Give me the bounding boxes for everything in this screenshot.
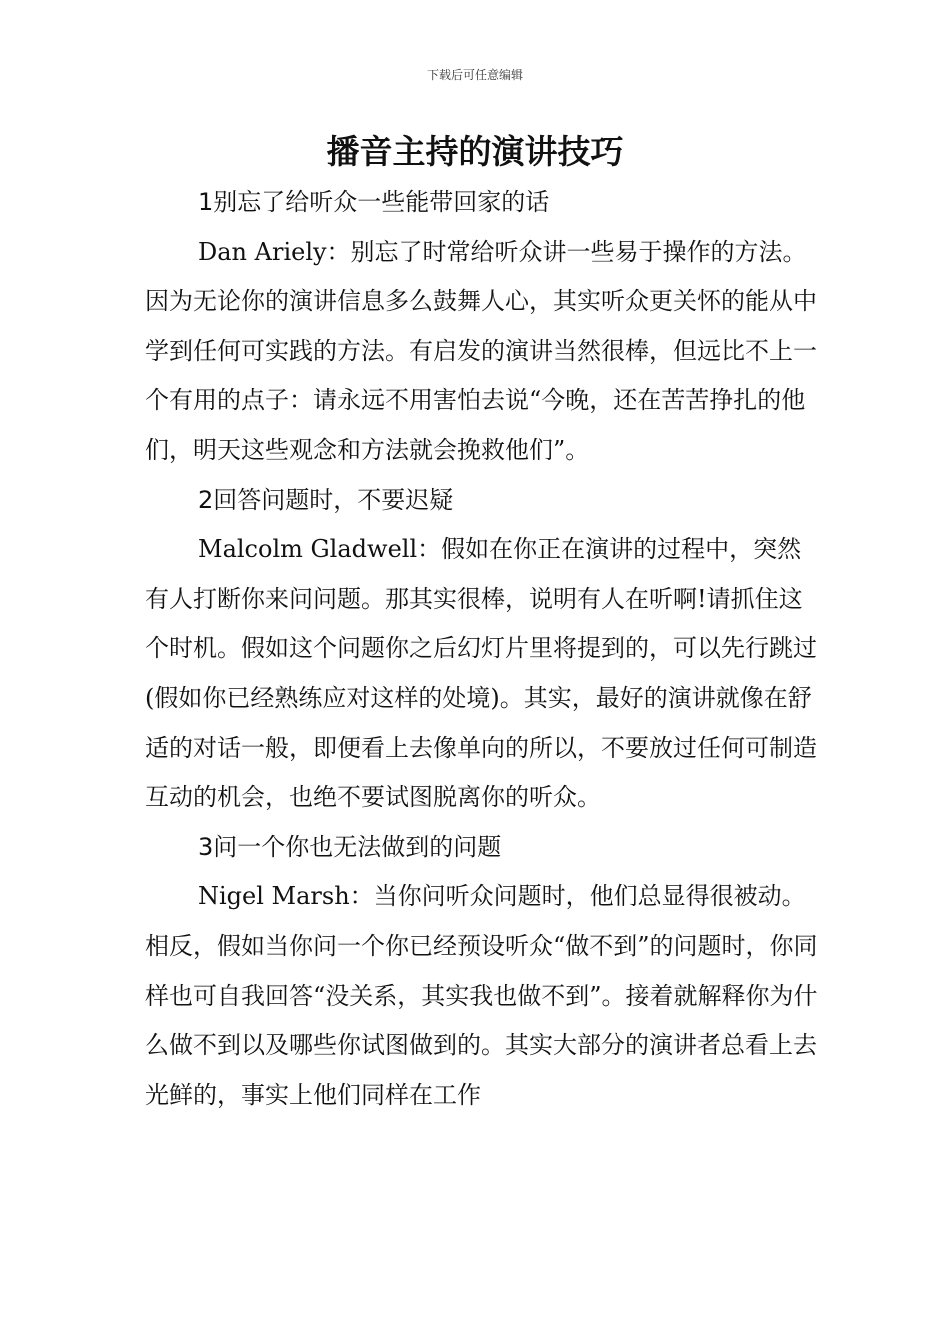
section-3-paragraph: Nigel Marsh：当你问听众问题时，他们总显得很被动。相反，假如当你问一个你已经预设听众“做不到”的问题时，你同样也可自我回答“没关系，其实我也做不到”。接着就解释你为什么做不到以及哪些你试图做到的。其实大部分的演讲者总看上去光鲜的，事实上他们同样在工作 <box>145 882 818 1109</box>
page-header-note: 下载后可任意编辑 <box>426 68 523 82</box>
section-2-paragraph: Malcolm Gladwell：假如在你正在演讲的过程中，突然有人打断你来问问题。那其实很棒，说明有人在听啊!请抓住这个时机。假如这个问题你之后幻灯片里将提到的，可以先行跳过(假如你已经熟练应对这样的处境)。其实，最好的演讲就像在舒适的对话一般，即便看上去像单向的所以，不要放过任何可制造互动的机会，也绝不要试图脱离你的听众。 <box>145 535 817 812</box>
section-1-heading: 1别忘了给听众一些能带回家的话 <box>198 188 550 216</box>
section-3-heading: 3问一个你也无法做到的问题 <box>198 832 502 861</box>
document-body <box>145 178 825 1120</box>
section-1-paragraph: Dan Ariely：别忘了时常给听众讲一些易于操作的方法。因为无论你的演讲信息多么鼓舞人心，其实听众更关怀的能从中学到任何可实践的方法。有启发的演讲当然很棒，但远比不上一个有用的点子：请永远不用害怕去说“今晚，还在苦苦挣扎的他们，明天这些观念和方法就会挽救他们”。 <box>145 237 817 464</box>
section-2-heading: 2回答问题时，不要迟疑 <box>198 485 454 514</box>
document-title: 播音主持的演讲技巧 <box>326 132 624 171</box>
